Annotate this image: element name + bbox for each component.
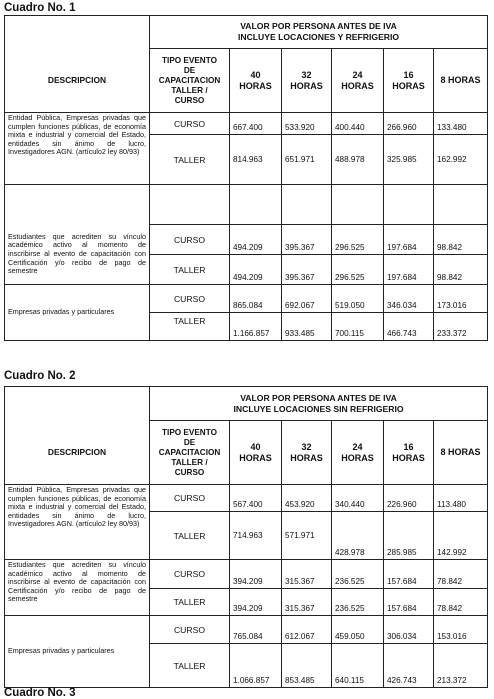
value-cell: 346.034 [384,285,434,313]
event-type: TALLER [150,135,230,185]
event-type: TALLER [150,255,230,285]
value-cell: 197.684 [384,225,434,255]
value-cell: 571.971 [282,512,332,560]
col-8-horas: 8 HORAS [434,421,488,485]
event-type: CURSO [150,113,230,135]
col-descripcion-header: DESCRIPCION [5,49,150,113]
value-cell: 667.400 [230,113,282,135]
event-type: TALLER [150,589,230,616]
value-cell: 700.115 [332,313,384,341]
group-description: Entidad Pública, Empresas privadas que cumplen funciones públicas, de economía mixta e industrial y comercial del Estado, entidades sin ánimo de lucro, Investigadores AGN. (artículo2 ley 80/93) [5,113,150,185]
value-cell: 814.963 [230,135,282,185]
value-cell: 153.016 [434,616,488,644]
value-cell: 236.525 [332,589,384,616]
value-cell: 394.209 [230,589,282,616]
value-cell: 197.684 [384,255,434,285]
cuadro-1-title: Cuadro No. 1 [4,2,76,14]
col-16-horas: 16 HORAS [384,421,434,485]
value-cell: 459.050 [332,616,384,644]
event-type: CURSO [150,225,230,255]
value-cell: 1.166.857 [230,313,282,341]
value-cell: 494.209 [230,225,282,255]
value-cell: 78.842 [434,560,488,589]
value-cell: 519.050 [332,285,384,313]
col-32-horas: 32 HORAS [282,49,332,113]
event-type: CURSO [150,560,230,589]
event-type: CURSO [150,616,230,644]
value-cell: 494.209 [230,255,282,285]
value-cell: 315.367 [282,560,332,589]
value-cell: 78.842 [434,589,488,616]
value-cell: 157.684 [384,589,434,616]
value-cell: 765.084 [230,616,282,644]
value-cell: 296.525 [332,225,384,255]
col-40-horas: 40 HORAS [230,421,282,485]
value-cell: 1.066.857 [230,644,282,688]
col-40-horas: 40 HORAS [230,49,282,113]
value-cell: 98.842 [434,255,488,285]
value-cell: 865.084 [230,285,282,313]
value-cell: 285.985 [384,512,434,560]
value-cell: 466.743 [384,313,434,341]
value-cell: 453.920 [282,485,332,512]
group-description: Empresas privadas y particulares [5,285,150,341]
value-cell: 113.480 [434,485,488,512]
value-cell: 296.525 [332,255,384,285]
value-cell: 640.115 [332,644,384,688]
value-cell: 173.016 [434,285,488,313]
value-cell: 428.978 [332,512,384,560]
cuadro-2-header: VALOR POR PERSONA ANTES DE IVA INCLUYE LOCACIONES SIN REFRIGERIO [150,387,488,421]
value-cell: 340.440 [332,485,384,512]
col-descripcion-header: DESCRIPCION [5,421,150,485]
col-24-horas: 24 HORAS [332,421,384,485]
group-description: Empresas privadas y particulares [5,616,150,688]
cuadro-2-table [4,386,488,688]
value-cell: 692.067 [282,285,332,313]
value-cell: 612.067 [282,616,332,644]
group-description: Estudiantes que acrediten su vínculo académico activo al momento de inscribirse al evento de capacitación con Certificación y/o recibo de pago de semestre [5,225,150,285]
value-cell: 395.367 [282,255,332,285]
value-cell: 213.372 [434,644,488,688]
value-cell: 98.842 [434,225,488,255]
value-cell: 426.743 [384,644,434,688]
col-tipo-header: TIPO EVENTO DE CAPACITACION TALLER / CURSO [150,49,230,113]
col-tipo-header: TIPO EVENTO DE CAPACITACION TALLER / CURSO [150,421,230,485]
value-cell: 236.525 [332,560,384,589]
col-24-horas: 24 HORAS [332,49,384,113]
event-type: CURSO [150,285,230,313]
value-cell: 325.985 [384,135,434,185]
value-cell: 488.978 [332,135,384,185]
value-cell: 933.485 [282,313,332,341]
value-cell: 226.960 [384,485,434,512]
group-description: Entidad Pública, Empresas privadas que cumplen funciones públicas, de economía mixta e industrial y comercial del Estado, entidades sin ánimo de lucro, Investigadores AGN. (artículo2 ley 80/93) [5,485,150,560]
value-cell: 157.684 [384,560,434,589]
value-cell: 266.960 [384,113,434,135]
event-type: TALLER [150,644,230,688]
value-cell: 142.992 [434,512,488,560]
col-32-horas: 32 HORAS [282,421,332,485]
value-cell: 853.485 [282,644,332,688]
value-cell: 400.440 [332,113,384,135]
value-cell: 714.963 [230,512,282,560]
value-cell: 567.400 [230,485,282,512]
value-cell: 394.209 [230,560,282,589]
cuadro-2-title: Cuadro No. 2 [4,370,76,382]
value-cell: 162.992 [434,135,488,185]
value-cell: 315.367 [282,589,332,616]
blank-row [5,185,488,225]
event-type: CURSO [150,485,230,512]
col-16-horas: 16 HORAS [384,49,434,113]
event-type: TALLER [150,512,230,560]
value-cell: 306.034 [384,616,434,644]
group-description: Estudiantes que acrediten su vínculo académico activo al momento de inscribirse al evento de capacitación con Certificación y/o recibo de pago de semestre [5,560,150,616]
value-cell: 133.480 [434,113,488,135]
cuadro-1-header: VALOR POR PERSONA ANTES DE IVA INCLUYE LOCACIONES Y REFRIGERIO [150,16,488,49]
cuadro-1-table [4,15,488,341]
value-cell: 533.920 [282,113,332,135]
value-cell: 233.372 [434,313,488,341]
value-cell: 395.367 [282,225,332,255]
event-type: TALLER [150,313,230,341]
value-cell: 651.971 [282,135,332,185]
cuadro-3-title: Cuadro No. 3 [4,687,76,699]
col-8-horas: 8 HORAS [434,49,488,113]
